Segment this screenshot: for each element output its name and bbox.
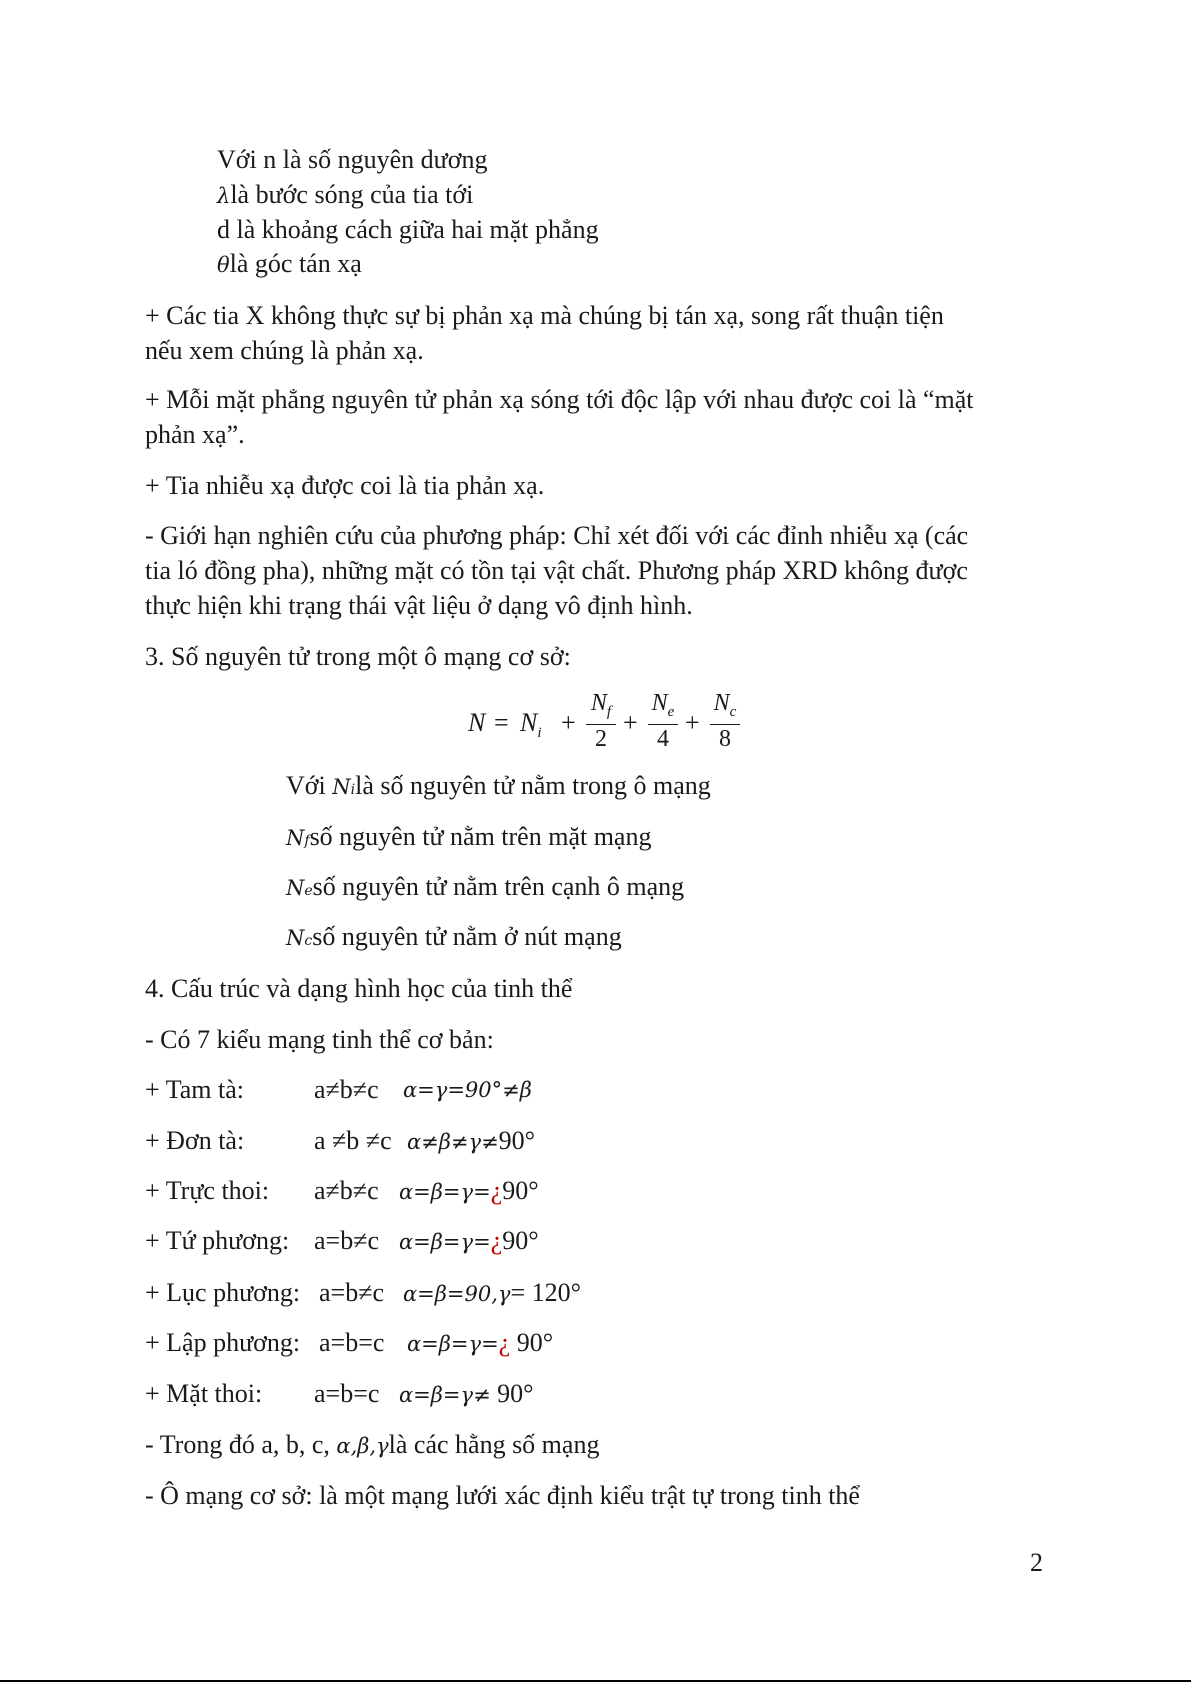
crystal-system-row bbox=[145, 1124, 536, 1158]
def-theta-text: là góc tán xạ bbox=[229, 249, 362, 278]
var-ni bbox=[286, 769, 711, 807]
def-n: Với n là số nguyên dương bbox=[217, 145, 488, 174]
ne-letter: N bbox=[651, 690, 668, 716]
system-name: + Lục phương: bbox=[145, 1278, 301, 1307]
ni-subscript: i bbox=[537, 725, 542, 741]
paragraph-2-line-2: phản xạ”. bbox=[145, 420, 245, 449]
system-angles bbox=[403, 1073, 532, 1107]
fraction-nf-numerator bbox=[584, 690, 618, 720]
system-angles-expr: α=β=γ= bbox=[407, 1332, 499, 1356]
paragraph-3-line-1: + Tia nhiễu xạ được coi là tia phản xạ. bbox=[145, 471, 545, 500]
system-angles-value: 90° bbox=[490, 1379, 534, 1408]
paragraph-2-line-1: + Mỗi mặt phẳng nguyên tử phản xạ sóng tới độc lập với nhau được coi là “mặt bbox=[145, 385, 974, 414]
system-angles bbox=[399, 1224, 539, 1259]
system-edges: a=b=c bbox=[314, 1379, 380, 1408]
var-nc bbox=[286, 920, 622, 958]
var-ni-subscript: i bbox=[350, 782, 356, 798]
crystal-system-row bbox=[145, 1073, 532, 1107]
system-name: + Tam tà: bbox=[145, 1075, 245, 1104]
var-nc-symbol: N bbox=[286, 926, 305, 950]
var-nf-symbol: N bbox=[286, 826, 305, 850]
system-angles bbox=[399, 1377, 534, 1412]
var-nf-text: số nguyên tử nằm trên mặt mạng bbox=[309, 822, 652, 851]
formula-lhs: N bbox=[468, 708, 486, 737]
system-angles bbox=[399, 1174, 539, 1209]
section-4-intro: - Có 7 kiểu mạng tinh thể cơ bản: bbox=[145, 1025, 494, 1054]
inverted-question-mark: ¿ bbox=[490, 1176, 503, 1205]
fraction-ne-denominator: 4 bbox=[657, 726, 669, 752]
crystal-system-row bbox=[145, 1276, 582, 1310]
system-edges: a ≠b ≠c bbox=[314, 1126, 392, 1155]
lambda-symbol: λ bbox=[217, 184, 231, 208]
inverted-question-mark: ¿ bbox=[498, 1328, 511, 1357]
page-number: 2 bbox=[1030, 1548, 1043, 1577]
system-edges: a=b≠c bbox=[319, 1278, 385, 1307]
atom-count-formula bbox=[458, 690, 758, 752]
system-name: + Tứ phương: bbox=[145, 1226, 290, 1255]
system-angles-value: 90° bbox=[510, 1328, 554, 1357]
var-ni-text: là số nguyên tử nằm trong ô mạng bbox=[355, 771, 711, 800]
nf-letter: N bbox=[590, 690, 607, 716]
def-d: d là khoảng cách giữa hai mặt phẳng bbox=[217, 215, 599, 244]
system-angles-expr: α=γ=90°≠β bbox=[403, 1078, 532, 1102]
var-ne-subscript: e bbox=[304, 883, 313, 899]
crystal-system-row bbox=[145, 1377, 534, 1411]
system-edges: a≠b≠c bbox=[314, 1176, 379, 1205]
def-theta bbox=[217, 247, 362, 282]
system-angles bbox=[407, 1326, 553, 1361]
def-lambda-text: là bước sóng của tia tới bbox=[230, 180, 474, 209]
formula-plus-1: + bbox=[561, 708, 576, 737]
formula-equals: = bbox=[494, 708, 509, 737]
fraction-nc-denominator: 8 bbox=[719, 726, 731, 752]
var-ni-symbol: N bbox=[332, 775, 351, 799]
fraction-bar bbox=[648, 724, 678, 725]
paragraph-4-line-3: thực hiện khi trạng thái vật liệu ở dạng vô định hình. bbox=[145, 591, 693, 620]
system-angles bbox=[407, 1124, 535, 1159]
system-name: + Mặt thoi: bbox=[145, 1379, 263, 1408]
formula-plus-3: + bbox=[685, 708, 700, 737]
fraction-bar bbox=[710, 724, 740, 725]
fraction-bar bbox=[586, 724, 616, 725]
system-name: + Lập phương: bbox=[145, 1328, 301, 1357]
section-4-heading: 4. Cấu trúc và dạng hình học của tinh thể bbox=[145, 974, 573, 1003]
lattice-constants-line bbox=[145, 1428, 599, 1463]
paragraph-4-line-1: - Giới hạn nghiên cứu của phương pháp: Chỉ xét đối với các đỉnh nhiễu xạ (các bbox=[145, 521, 969, 550]
inverted-question-mark: ¿ bbox=[490, 1226, 503, 1255]
fraction-ne-numerator bbox=[646, 690, 680, 720]
var-ne-text: số nguyên tử nằm trên cạnh ô mạng bbox=[312, 872, 685, 901]
formula-plus-2: + bbox=[623, 708, 638, 737]
fraction-nc-numerator bbox=[708, 690, 742, 720]
crystal-system-row bbox=[145, 1326, 554, 1360]
system-angles-value: 90° bbox=[498, 1126, 536, 1155]
system-angles-value: 90° bbox=[502, 1226, 539, 1255]
fraction-nf-denominator: 2 bbox=[595, 726, 607, 752]
system-angles-expr: α=β=γ= bbox=[399, 1230, 491, 1254]
var-nf bbox=[286, 820, 651, 858]
system-edges: a=b≠c bbox=[314, 1226, 380, 1255]
unit-cell-definition: - Ô mạng cơ sở: là một mạng lưới xác định kiểu trật tự trong tinh thể bbox=[145, 1481, 860, 1510]
section-3-heading: 3. Số nguyên tử trong một ô mạng cơ sở: bbox=[145, 642, 571, 671]
system-angles-expr: α=β=γ= bbox=[399, 1180, 491, 1204]
paragraph-1-line-2: nếu xem chúng là phản xạ. bbox=[145, 336, 424, 365]
def-lambda bbox=[217, 178, 473, 213]
ne-subscript: e bbox=[667, 704, 675, 720]
system-angles-value: = 120° bbox=[510, 1278, 582, 1307]
var-nf-subscript: f bbox=[304, 833, 310, 849]
system-angles-expr: α=β=90,γ bbox=[403, 1282, 511, 1306]
page-bottom-rule bbox=[0, 1680, 1191, 1682]
theta-symbol: θ bbox=[217, 253, 230, 277]
paragraph-4-line-2: tia ló đồng pha), những mặt có tồn tại vật chất. Phương pháp XRD không được bbox=[145, 556, 968, 585]
nc-subscript: c bbox=[729, 704, 737, 720]
constants-prefix: - Trong đó a, b, c, bbox=[145, 1430, 337, 1459]
system-angles-expr: α=β=γ≠ bbox=[399, 1383, 491, 1407]
crystal-system-row bbox=[145, 1174, 539, 1208]
formula-term-ni bbox=[520, 708, 542, 741]
system-edges: a=b=c bbox=[319, 1328, 385, 1357]
constants-suffix: là các hằng số mạng bbox=[388, 1430, 600, 1459]
system-angles bbox=[403, 1276, 581, 1311]
var-ne-symbol: N bbox=[286, 876, 305, 900]
crystal-system-row bbox=[145, 1224, 539, 1258]
var-nc-subscript: c bbox=[304, 933, 313, 949]
ni-letter: N bbox=[520, 708, 538, 737]
constants-symbols: α,β,γ bbox=[336, 1434, 389, 1458]
nc-letter: N bbox=[713, 690, 730, 716]
system-angles-expr: α≠β≠γ≠ bbox=[407, 1130, 499, 1154]
system-name: + Đơn tà: bbox=[145, 1126, 245, 1155]
var-nc-text: số nguyên tử nằm ở nút mạng bbox=[312, 922, 622, 951]
system-name: + Trực thoi: bbox=[145, 1176, 270, 1205]
system-angles-value: 90° bbox=[502, 1176, 539, 1205]
system-edges: a≠b≠c bbox=[314, 1075, 379, 1104]
var-ni-prefix: Với bbox=[286, 771, 333, 800]
nf-subscript: f bbox=[606, 704, 612, 720]
var-ne bbox=[286, 870, 684, 908]
paragraph-1-line-1: + Các tia X không thực sự bị phản xạ mà chúng bị tán xạ, song rất thuận tiện bbox=[145, 301, 944, 330]
